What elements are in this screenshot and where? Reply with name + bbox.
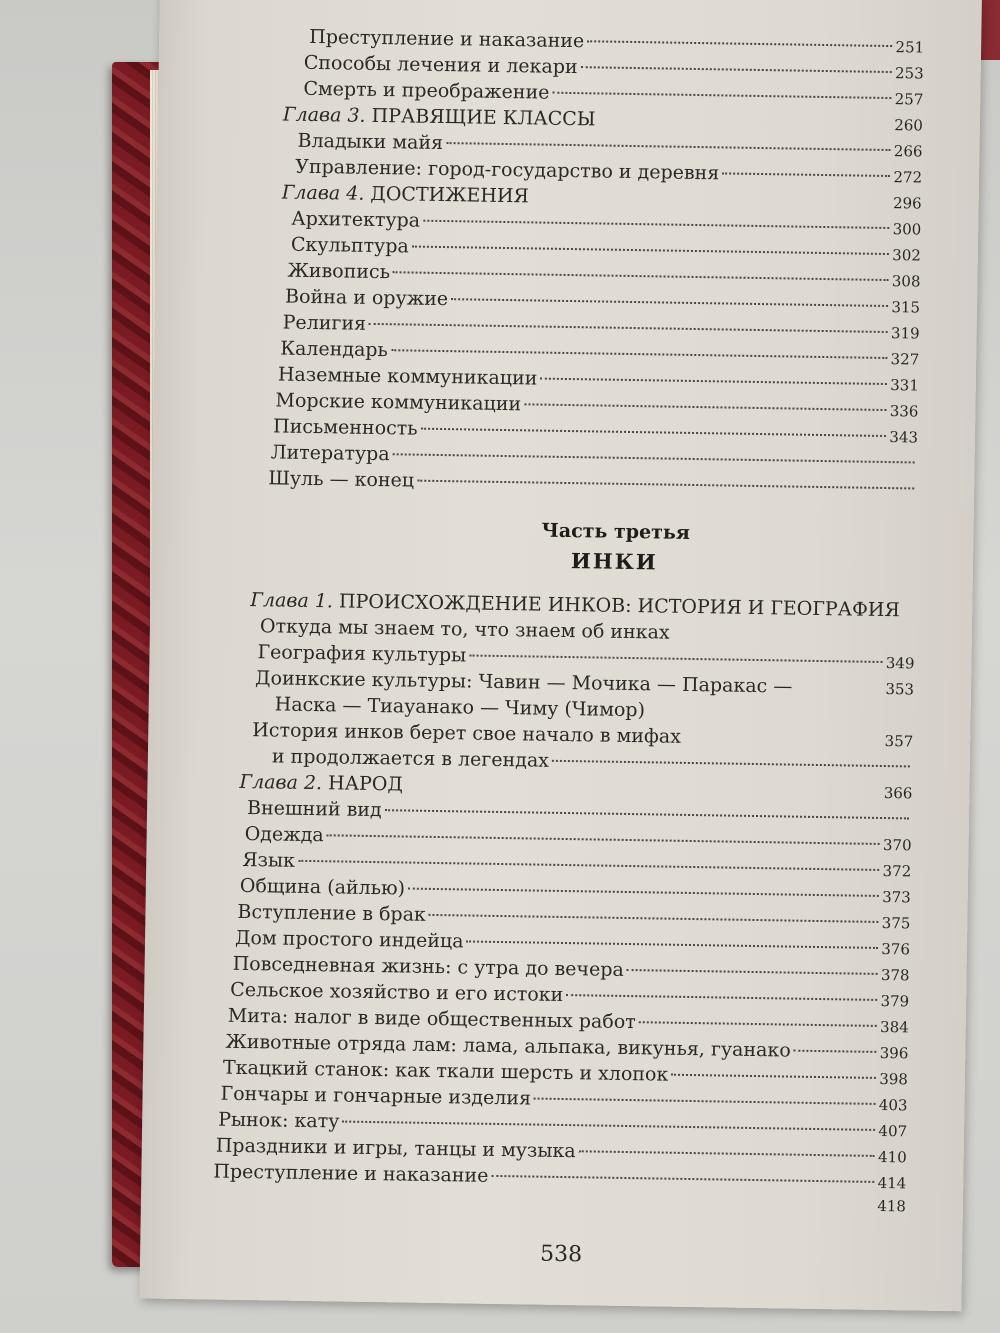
toc-entry: Скульптура 302 (290, 233, 922, 265)
toc-entry: История инков берет свое начало в мифах 357 (252, 719, 914, 751)
toc-entry: Смерть и преображение 257 (303, 77, 924, 109)
toc-entry: Преступление и наказание 251 (309, 25, 925, 57)
page-number: 538 (539, 1241, 583, 1268)
chapter-heading: Глава 1. ПРОИСХОЖДЕНИЕ ИНКОВ: ИСТОРИЯ И ГЕОГРАФИЯ (250, 589, 900, 622)
toc-entry: Календарь 327 (280, 337, 920, 369)
chapter-heading: Глава 2. НАРОД 366 (239, 770, 913, 803)
toc-entry: Религия 319 (282, 311, 920, 343)
toc-entry: Морские коммуникации 336 (275, 389, 919, 421)
toc-entry: Преступление и наказание 414 (213, 1160, 907, 1193)
toc-entry: Рынок: кату 407 (218, 1108, 908, 1141)
toc-entry: Наземные коммуникации 331 (277, 363, 919, 395)
toc-entry: Община (айлью) 373 (239, 874, 911, 907)
toc-entry: Внешний вид (247, 797, 912, 833)
toc-entry: Вступление в брак 375 (237, 900, 911, 933)
toc-entry: Наска — Тиауанако — Чиму (Чимор) (274, 693, 646, 722)
toc-entry: Доинкские культуры: Чавин — Мочика — Паракас — 353 (254, 667, 915, 699)
toc-entry: Праздники и игры, танцы и музыка 410 (215, 1134, 907, 1167)
toc-entry: Откуда мы знаем то, что знаем об инках (259, 615, 670, 644)
toc-entry: Война и оружие 315 (284, 285, 921, 317)
part-title: ИНКИ (570, 548, 658, 575)
toc-entry: Сельское хозяйство и его истоки 379 (230, 978, 910, 1011)
toc-entry: и продолжается в легендах (272, 745, 913, 781)
toc-entry: Язык 372 (242, 848, 912, 881)
part-label: Часть третья (541, 519, 691, 544)
book-page (139, 0, 982, 1311)
toc-entry: Живопись 308 (287, 259, 921, 291)
toc-entry: Письменность 343 (272, 415, 919, 447)
toc-entry: Гончары и гончарные изделия 403 (220, 1082, 908, 1115)
toc-entry: География культуры 349 (257, 641, 915, 673)
toc-entry: Способы лечения и лекари 253 (303, 51, 924, 83)
toc-entry: Животные отряда лам: лама, альпака, викунья, гуанако 396 (225, 1030, 909, 1063)
toc-entry: Литература (270, 441, 917, 477)
chapter-heading: Глава 4. ДОСТИЖЕНИЯ 296 (281, 181, 922, 213)
toc-entry-continued: 418 (877, 1196, 907, 1216)
chapter-heading: Глава 3. ПРАВЯЩИЕ КЛАССЫ 260 (282, 103, 924, 135)
toc-entry: Одежда 370 (244, 822, 912, 855)
toc-entry: Шуль — конец (268, 467, 917, 503)
toc-entry: Ткацкий станок: как ткали шерсть и хлопок 398 (222, 1056, 909, 1089)
toc-entry: Повседневная жизнь: с утра до вечера 378 (232, 952, 910, 985)
toc-entry: Управление: город-государство и деревня 272 (295, 155, 923, 187)
toc-entry: Мита: налог в виде общественных работ 384 (227, 1004, 909, 1037)
toc-entry: Владыки майя 266 (297, 129, 923, 161)
toc-entry: Архитектура 300 (291, 207, 922, 239)
toc-entry: Дом простого индейца 376 (234, 926, 911, 959)
